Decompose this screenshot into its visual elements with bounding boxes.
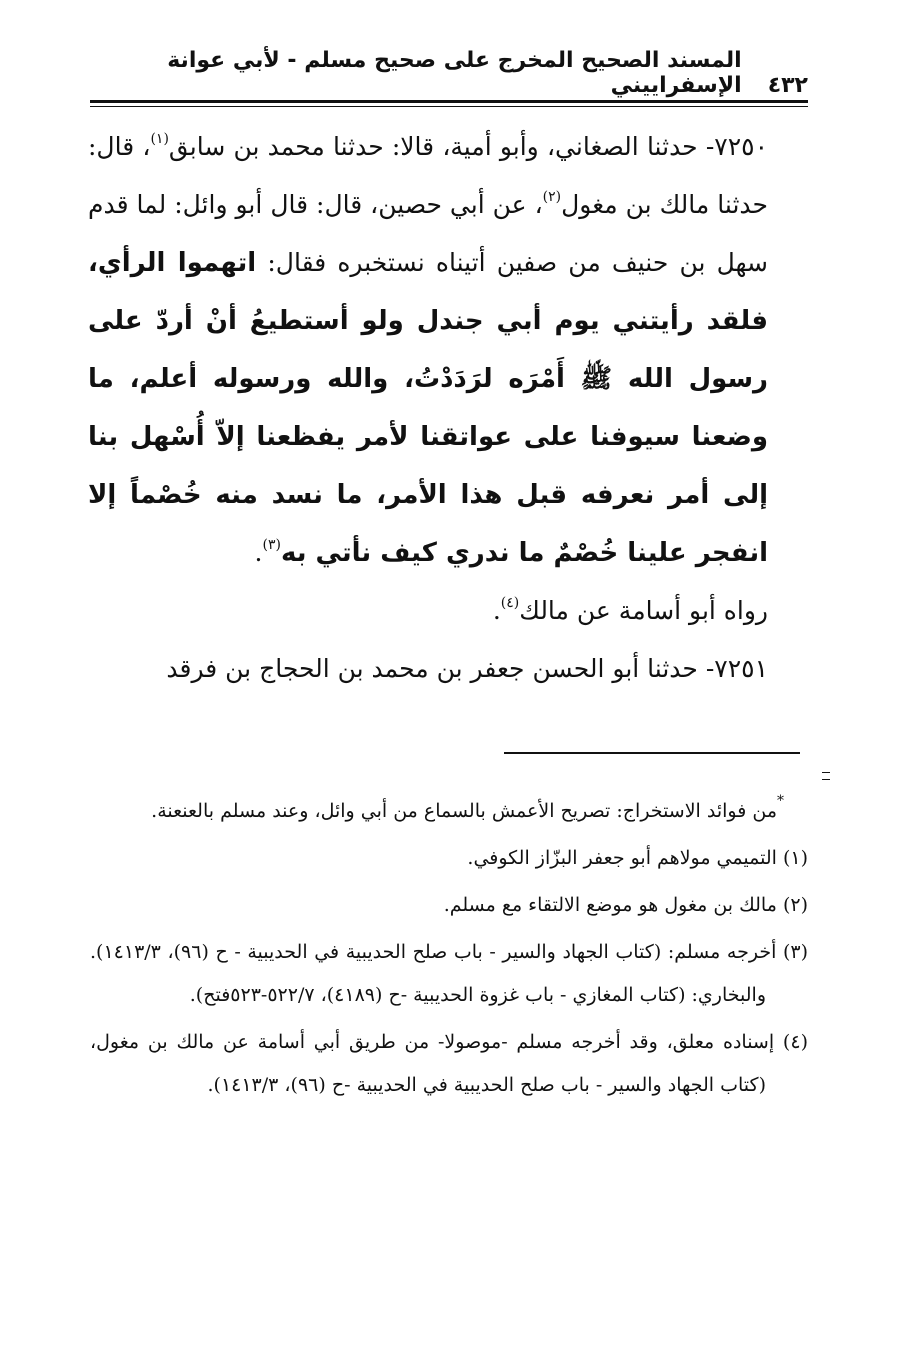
riwayah-line: رواه أبو أسامة عن مالك$^{(٤)}$. (492, 595, 768, 625)
hadith-7251: ٧٢٥١- حدثنا أبو الحسن جعفر بن محمد بن الحجاج بن فرقد (166, 654, 768, 683)
footnote-marker (822, 772, 830, 780)
footnote-ref-4: (٤) (500, 595, 520, 611)
running-header (92, 48, 808, 98)
bold-quote: اتهموا الرأي، فلقد رأيتني يوم أبي جندل ولو أستطيعُ أنْ أردّ على رسول الله ﷺ أَمْرَه لرَدَدْتُ، والله ورسوله أعلم، ما وضعنا سيوفنا على عواتقنا لأمر يفظعنا إلاّ أُسْهل بنا إلى أمر نعرفه قبل هذا الأمر، ما نسد منه خُصْماً إلا انفجر علينا خُصْمٌ ما ندري كيف نأتي به (88, 248, 768, 568)
footnote-2: (٢) مالك بن مغول هو موضع الالتقاء مع مسلم. (443, 894, 808, 916)
header-rule-thick (90, 100, 808, 103)
footnotes (90, 790, 808, 1111)
footnote-1: (١) التميمي مولاهم أبو جعفر البزّاز الكوفي. (467, 847, 808, 869)
footnote-ref-3: (٣) (262, 537, 281, 553)
footnote-4: (٤) إسناده معلق، وقد أخرجه مسلم -موصولا- من طريق أبي أسامة عن مالك بن مغول، (كتاب الجهاد والسير - باب صلح الحديبية في الحديبية -ح (٩٦)، ١٤١٣/٣). (90, 1031, 808, 1096)
footnote-separator (504, 752, 800, 754)
hadith-7250: ٧٢٥٠- حدثنا الصغاني، وأبو أمية، قالا: حدثنا محمد بن سابق$^{(١)}$، قال: حدثنا مالك بن مغول$^{(٢)}$، عن أبي حصين، قال: قال أبو وائل: لما قدم سهل بن حنيف من صفين أتيناه نستخبره فقال: اتهموا الرأي، فلقد رأيتني يوم أبي جندل ولو أستطيعُ أنْ أردّ على رسول الله ﷺ أَمْرَه لرَدَدْتُ، والله ورسوله أعلم، ما وضعنا سيوفنا على عواتقنا لأمر يفظعنا إلاّ أُسْهل بنا إلى أمر نعرفه قبل هذا الأمر، ما نسد منه خُصْماً إلا انفجر علينا خُصْمٌ ما ندري كيف نأتي به$^{(٣)}$. (88, 131, 769, 568)
footnote-ref-2: (٢) (542, 189, 562, 205)
footnote-star: *من فوائد الاستخراج: تصريح الأعمش بالسماع من أبي وائل، وعند مسلم بالعنعنة. (151, 793, 784, 822)
footnote-3: (٣) أخرجه مسلم: (كتاب الجهاد والسير - باب صلح الحديبية في الحديبية - ح (٩٦)، ١٤١٣/٣). والبخاري: (كتاب المغازي - باب غزوة الحديبية -ح (٤١٨٩)، ٥٢٢/٧-٥٢٣فتح). (90, 941, 808, 1006)
main-text (88, 118, 808, 698)
footnote-ref-1: (١) (150, 131, 169, 147)
page-number: ٤٣٢ (767, 73, 808, 98)
book-title: المسند الصحيح المخرج على صحيح مسلم - لأبي عوانة الإسفراييني (167, 48, 742, 98)
header-rule-thin (90, 106, 808, 107)
